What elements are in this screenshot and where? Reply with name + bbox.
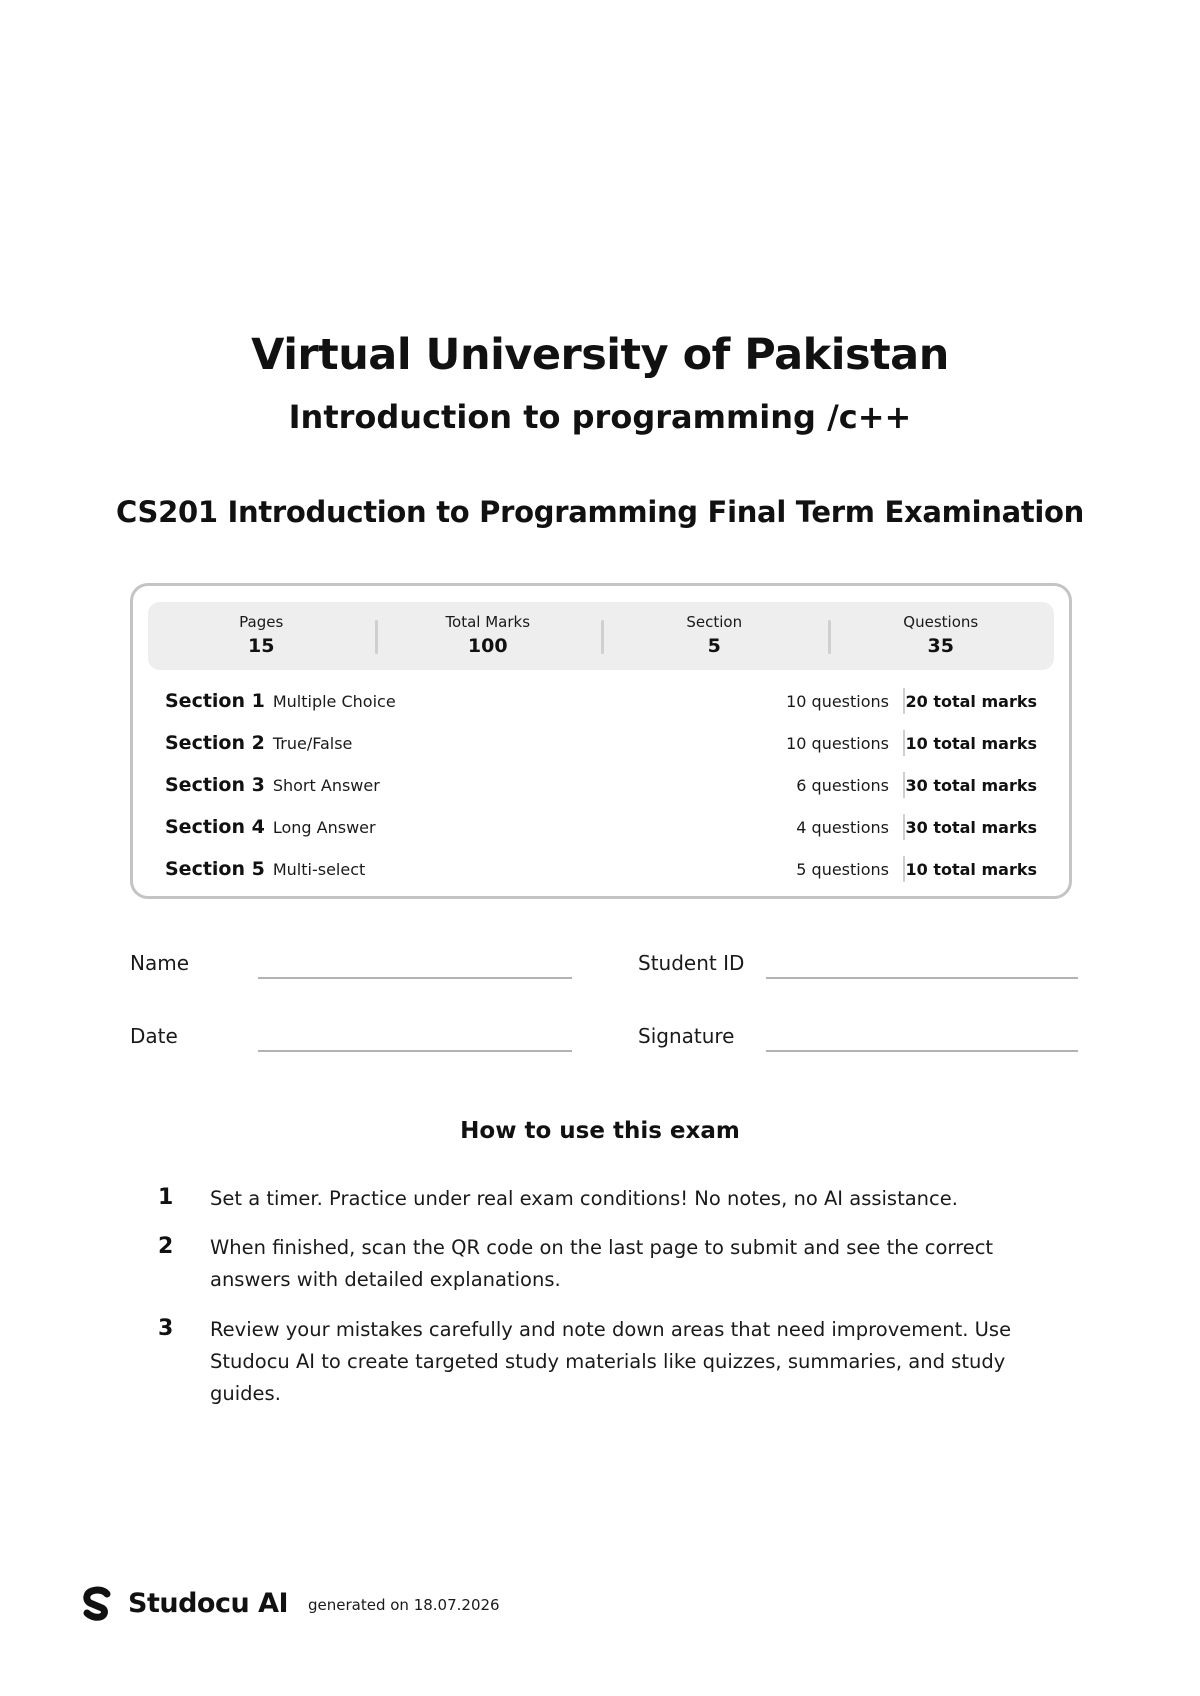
studocu-logo-icon <box>78 1586 116 1624</box>
stat-section <box>601 602 828 670</box>
section-name: Section 1 <box>165 690 265 712</box>
date-field[interactable] <box>258 1050 572 1052</box>
step-number: 1 <box>158 1185 174 1210</box>
section-type: True/False <box>272 733 353 753</box>
step-number: 2 <box>158 1234 174 1259</box>
stat-value: 5 <box>707 635 721 657</box>
student-id-field[interactable] <box>766 977 1078 979</box>
date-label: Date <box>130 1024 178 1048</box>
generated-date: generated on 18.07.2026 <box>308 1596 500 1614</box>
brand-name: Studocu AI <box>128 1588 289 1619</box>
stat-value: 35 <box>927 635 954 657</box>
step-text: Set a timer. Practice under real exam conditions! No notes, no AI assistance. <box>210 1187 958 1210</box>
section-marks: 20 total marks <box>905 691 1037 711</box>
section-questions: 5 questions <box>796 859 889 879</box>
stat-label: Questions <box>903 613 979 631</box>
section-name: Section 4 <box>165 816 265 838</box>
section-marks: 30 total marks <box>905 817 1037 837</box>
section-questions: 10 questions <box>786 691 889 711</box>
section-questions: 10 questions <box>786 733 889 753</box>
stat-pages <box>148 602 375 670</box>
section-row-4 <box>165 812 1037 842</box>
stat-value: 15 <box>248 635 275 657</box>
stat-label: Section <box>686 613 743 631</box>
stat-label: Pages <box>239 613 284 631</box>
section-questions: 4 questions <box>796 817 889 837</box>
section-row-2 <box>165 728 1037 758</box>
section-name: Section 5 <box>165 858 265 880</box>
name-field[interactable] <box>258 977 572 979</box>
section-marks: 30 total marks <box>905 775 1037 795</box>
stat-value: 100 <box>467 635 508 657</box>
section-type: Long Answer <box>272 817 376 837</box>
student-id-label: Student ID <box>638 951 745 975</box>
step-text: Review your mistakes carefully and note down areas that need improvement. Use Studocu AI to create targeted study materials like quizzes, summaries, and study guides. <box>210 1318 1012 1405</box>
section-name: Section 3 <box>165 774 265 796</box>
course-title: Introduction to programming /c++ <box>288 398 912 436</box>
section-marks: 10 total marks <box>905 733 1037 753</box>
university-title: Virtual University of Pakistan <box>251 330 949 380</box>
section-type: Multiple Choice <box>272 691 396 711</box>
section-row-5 <box>165 854 1037 884</box>
step-number: 3 <box>158 1316 174 1341</box>
stat-label: Total Marks <box>445 613 531 631</box>
section-name: Section 2 <box>165 732 265 754</box>
exam-summary-box <box>130 583 1072 899</box>
section-marks: 10 total marks <box>905 859 1037 879</box>
section-row-3 <box>165 770 1037 800</box>
stat-questions <box>828 602 1055 670</box>
section-type: Multi-select <box>272 859 366 879</box>
signature-label: Signature <box>638 1024 735 1048</box>
section-type: Short Answer <box>272 775 380 795</box>
step-text: When finished, scan the QR code on the last page to submit and see the correct answers with detailed explanations. <box>210 1236 994 1291</box>
name-label: Name <box>130 951 190 975</box>
section-questions: 6 questions <box>796 775 889 795</box>
stat-total-marks <box>375 602 602 670</box>
exam-title: CS201 Introduction to Programming Final Term Examination <box>115 495 1085 529</box>
signature-field[interactable] <box>766 1050 1078 1052</box>
howto-title: How to use this exam <box>460 1118 740 1144</box>
section-row-1 <box>165 686 1037 716</box>
stats-bar <box>148 602 1054 670</box>
